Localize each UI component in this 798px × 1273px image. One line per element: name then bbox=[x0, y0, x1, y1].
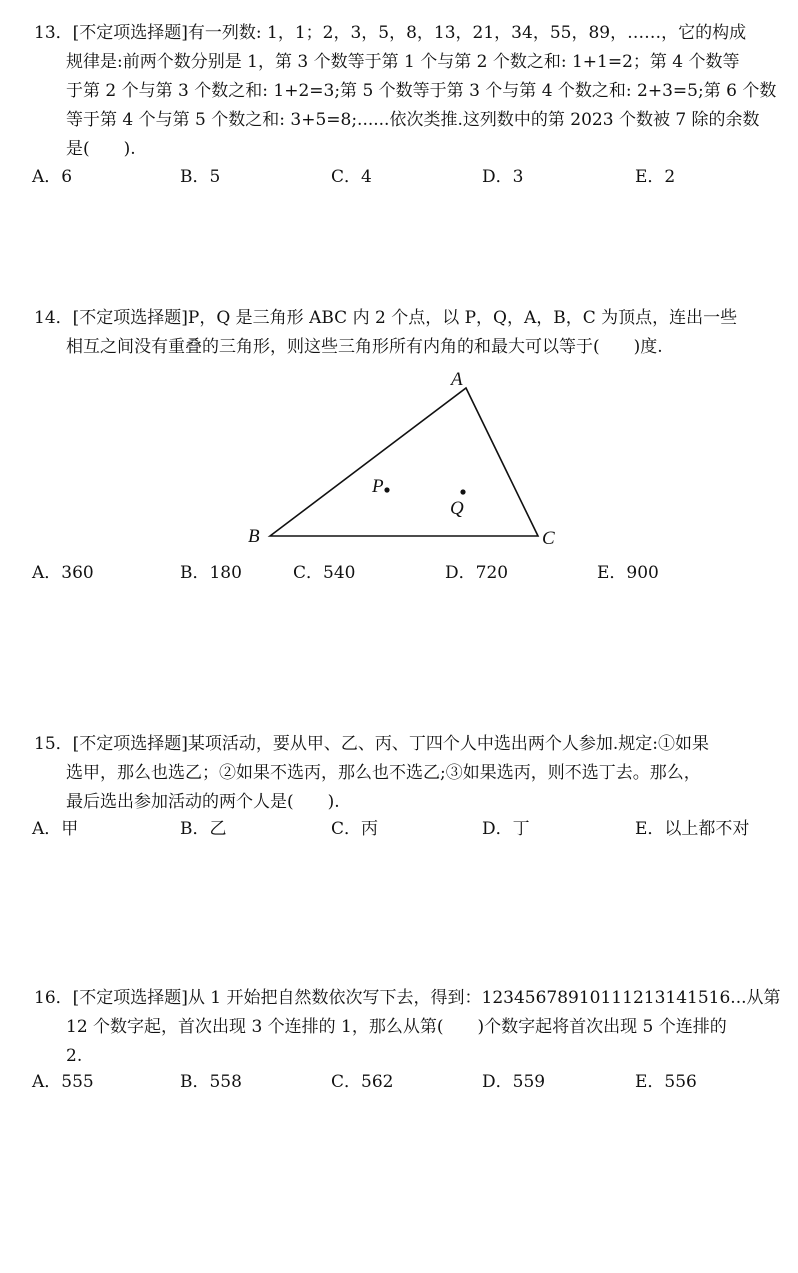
question-15-option-c[interactable]: C．丙 bbox=[331, 819, 379, 839]
question-14-option-e[interactable]: E．900 bbox=[597, 563, 659, 583]
question-14-line-1: 14．[不定项选择题]P，Q 是三角形 ABC 内 2 个点，以 P，Q，A，B，C 为顶点，连出一些 bbox=[34, 308, 738, 328]
question-16-line-1: 16．[不定项选择题]从 1 开始把自然数依次写下去，得到：12345678910111213141516...从第 bbox=[34, 988, 781, 1008]
triangle-abc bbox=[270, 388, 538, 536]
vertex-a-label: A bbox=[451, 369, 463, 390]
question-16-option-e[interactable]: E．556 bbox=[635, 1072, 697, 1092]
question-15-line-2: 选甲，那么也选乙；②如果不选丙，那么也不选乙;③如果选丙，则不选丁去。那么， bbox=[66, 763, 701, 783]
question-13-line-2: 规律是:前两个数分别是 1，第 3 个数等于第 1 个与第 2 个数之和: 1+1=2；第 4 个数等 bbox=[66, 52, 740, 72]
triangle-figure bbox=[238, 360, 568, 555]
point-p bbox=[384, 487, 389, 492]
question-15-line-1: 15．[不定项选择题]某项活动，要从甲、乙、丙、丁四个人中选出两个人参加.规定:①如果 bbox=[34, 734, 710, 754]
question-14-option-d[interactable]: D．720 bbox=[445, 563, 509, 583]
point-q bbox=[460, 489, 465, 494]
question-15-option-a[interactable]: A．甲 bbox=[32, 819, 79, 839]
question-15-option-e[interactable]: E．以上都不对 bbox=[635, 819, 750, 839]
question-16-line-2: 12 个数字起，首次出现 3 个连排的 1，那么从第( )个数字起将首次出现 5 个连排的 bbox=[66, 1017, 727, 1037]
question-16-option-c[interactable]: C．562 bbox=[331, 1072, 394, 1092]
vertex-b-label: B bbox=[248, 526, 260, 547]
vertex-c-label: C bbox=[542, 528, 555, 549]
question-14-line-2: 相互之间没有重叠的三角形，则这些三角形所有内角的和最大可以等于( )度. bbox=[66, 337, 663, 357]
question-13-line-4: 等于第 4 个与第 5 个数之和: 3+5=8;......依次类推.这列数中的第 2023 个数被 7 除的余数 bbox=[66, 110, 760, 130]
question-16-line-3: 2. bbox=[66, 1046, 83, 1066]
question-15-option-b[interactable]: B．乙 bbox=[180, 819, 227, 839]
question-15-option-d[interactable]: D．丁 bbox=[482, 819, 530, 839]
point-p-label: P bbox=[372, 476, 384, 497]
question-13-option-a[interactable]: A．6 bbox=[32, 167, 73, 187]
question-13-line-5: 是( ). bbox=[66, 139, 136, 159]
question-14-option-b[interactable]: B．180 bbox=[180, 563, 242, 583]
question-16-option-d[interactable]: D．559 bbox=[482, 1072, 546, 1092]
question-13-line-3: 于第 2 个与第 3 个数之和: 1+2=3;第 5 个数等于第 3 个与第 4 个数之和: 2+3=5;第 6 个数 bbox=[66, 81, 777, 101]
question-14-option-c[interactable]: C．540 bbox=[293, 563, 356, 583]
question-16-option-a[interactable]: A．555 bbox=[32, 1072, 94, 1092]
question-13-option-c[interactable]: C．4 bbox=[331, 167, 372, 187]
question-13-line-1: 13．[不定项选择题]有一列数: 1，1；2，3，5，8，13，21，34，55，89，……，它的构成 bbox=[34, 23, 747, 43]
question-16-option-b[interactable]: B．558 bbox=[180, 1072, 242, 1092]
question-13-option-b[interactable]: B．5 bbox=[180, 167, 221, 187]
point-q-label: Q bbox=[450, 498, 464, 519]
question-13-option-e[interactable]: E．2 bbox=[635, 167, 676, 187]
question-15-line-3: 最后选出参加活动的两个人是( ). bbox=[66, 792, 340, 812]
question-13-option-d[interactable]: D．3 bbox=[482, 167, 524, 187]
question-14-option-a[interactable]: A．360 bbox=[32, 563, 94, 583]
